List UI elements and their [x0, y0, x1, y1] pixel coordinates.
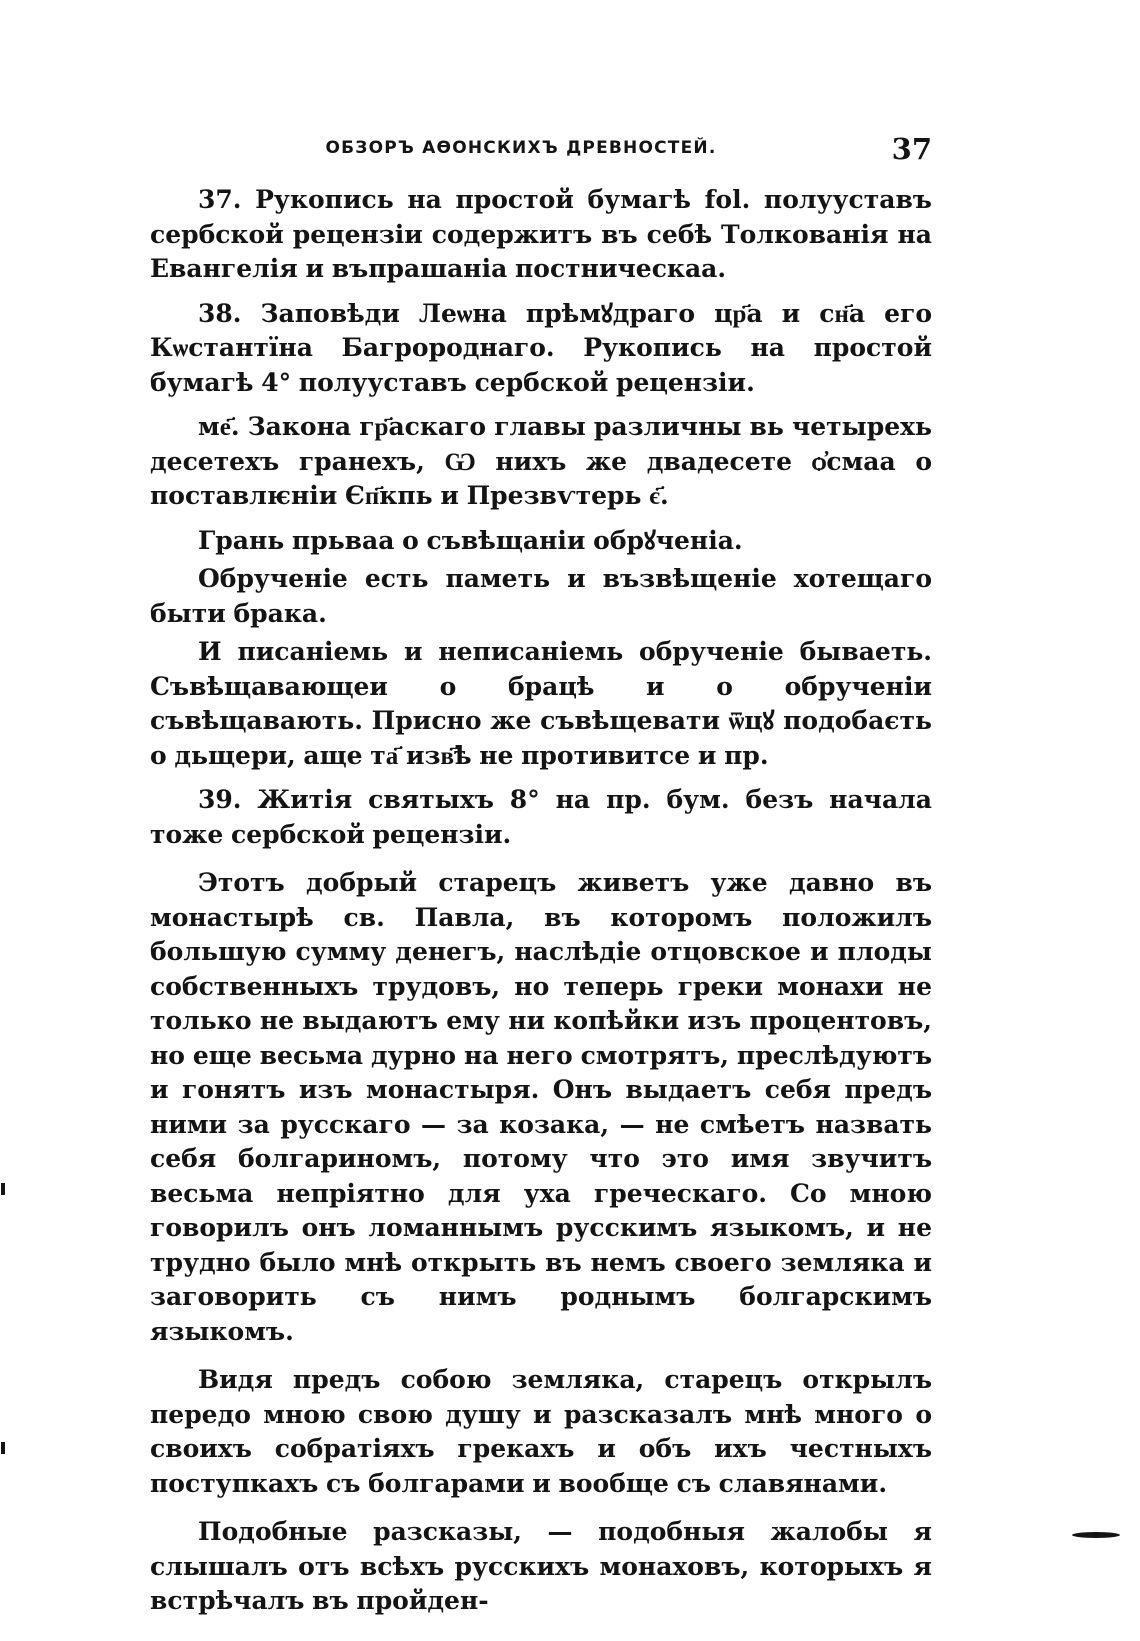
scan-mark-left-upper [1, 1183, 5, 1195]
page-number: 37 [891, 132, 932, 166]
paragraph-betrothal-definition: Обрученіе есть паметь и възвѣщеніе хотещаго быти брака. [150, 564, 932, 628]
running-head [150, 132, 932, 166]
paragraph-39: 39. Житія святыхъ 8° на пр. бум. безъ начала тоже сербской рецензіи. [150, 785, 932, 849]
paragraph-elder-confession: Видя предъ собою земляка, старецъ открылъ передо мною свою душу и разсказалъ мнѣ много о своихъ собратіяхъ грекахъ и объ ихъ честныхъ поступкахъ съ болгарами и вообще съ славянами. [150, 1365, 932, 1498]
paragraph-first-chapter-heading: Грань прьваа о съвѣщаніи обрꙋченіа. [198, 525, 743, 555]
paragraph-elder-story: Этотъ добрый старецъ живетъ уже давно въ монастырѣ св. Павла, въ которомъ положилъ большую сумму денегъ, наслѣдіе отцовское и плоды собственныхъ трудовъ, но теперь греки монахи не только не выдаютъ ему ни копѣйки изъ процентовъ, но еще весьма дурно на него смотрятъ, преслѣдуютъ и гонятъ изъ монастыря. Онъ выдаетъ себя предъ ними за русскаго — за козака, — не смѣетъ назвать себя болгариномъ, потому что это имя звучитъ весьма непріятно для уха греческаго. Со мною говорилъ онъ ломаннымъ русскимъ языкомъ, и не трудно было мнѣ открыть въ немъ своего земляка и заговорить съ нимъ роднымъ болгарскимъ языкомъ. [150, 868, 932, 1346]
running-title: ОБЗОРЪ АѲОНСКИХЪ ДРЕВНОСТЕЙ. [325, 138, 717, 158]
paragraph-38: 38. Заповѣди Леѡна прѣмꙋдраго цр҃а и сн҃а его Кѡстантїна Багророднаго. Рукопись на простой бумагѣ 4° полууставъ сербской рецензіи. [150, 298, 932, 397]
paragraph-betrothal-forms: И писаніемь и неписаніемь обрученіе бываеть. Съвѣщавающеи о брацѣ и о обрученіи съвѣщавають. Присно же съвѣщевати ѿцꙋ подобаєть о дьщери, аще та҃ изв҃ѣ не противитсе и пр. [150, 637, 932, 770]
body-text [150, 183, 932, 1629]
scan-mark-left-lower [1, 1442, 5, 1454]
paragraph-similar-complaints: Подобные разсказы, — подобныя жалобы я слышалъ отъ всѣхъ русскихъ монаховъ, которыхъ я встрѣчалъ въ пройден- [150, 1517, 932, 1615]
paragraph-37: 37. Рукопись на простой бумагѣ fol. полууставъ сербской рецензіи содержитъ въ себѣ Толкованія на Евангелія и въпрашаніа постническаа. [150, 185, 932, 283]
scan-mark-right [1072, 1532, 1120, 1538]
paragraph-45-chapters: ме҃. Закона гр҃аскаго главы различны вь четырехь десетехъ гранехъ, Ѡ нихъ же двадесете ѻ҆смаа о поставлѥніи Єп҃кпь и Презвѵтерь є҃. [150, 412, 932, 510]
